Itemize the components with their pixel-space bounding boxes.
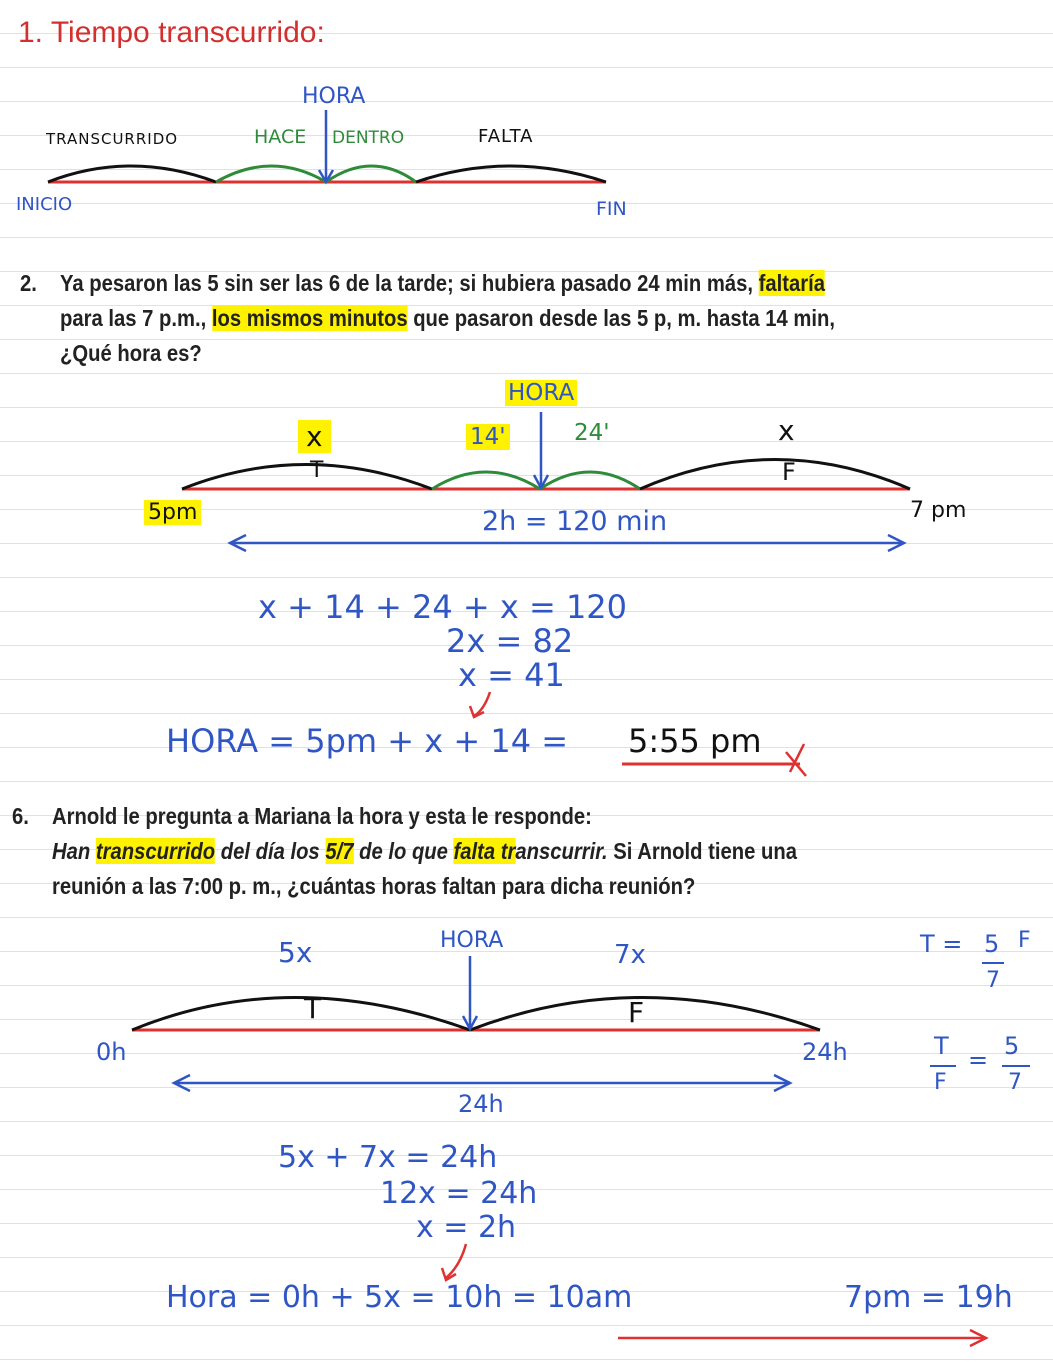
hora-label-2: HORA xyxy=(505,380,577,406)
relation-2-num-right: 5 xyxy=(1004,1032,1020,1060)
label-transcurrido: TRANSCURRIDO xyxy=(46,130,179,148)
problem-6-line2: Han transcurrido del día los 5/7 de lo que falta transcurrir. Si Arnold tiene una xyxy=(52,838,797,864)
answer-6: Hora = 0h + 5x = 10h = 10am xyxy=(166,1280,633,1315)
label-7x: 7x xyxy=(614,940,646,970)
label-f-2: F xyxy=(782,458,796,486)
relation-1-f: F xyxy=(1018,928,1031,953)
label-24: 24' xyxy=(574,420,610,446)
arc-x-right xyxy=(640,460,910,490)
relation-2-num-left: T xyxy=(934,1032,949,1060)
problem-2-line3: ¿Qué hora es? xyxy=(60,340,202,366)
problem-6-line1: Arnold le pregunta a Mariana la hora y esta le responde: xyxy=(52,803,592,829)
problem-6-number: 6. xyxy=(12,803,29,829)
label-dentro: DENTRO xyxy=(332,128,405,148)
problem-2-number: 2. xyxy=(20,270,37,296)
pm-conversion: 7pm = 19h xyxy=(844,1280,1013,1315)
label-x-right: x xyxy=(778,414,795,447)
problem-2-line1: Ya pesaron las 5 sin ser las 6 de la tarde; si hubiera pasado 24 min más, faltaría xyxy=(60,270,825,296)
label-5x: 5x xyxy=(278,936,313,969)
arc-hace xyxy=(216,166,326,182)
relation-2-den-right: 7 xyxy=(1008,1070,1022,1095)
equation-2-1: x + 14 + 24 + x = 120 xyxy=(258,588,628,626)
label-span-3: 24h xyxy=(458,1090,504,1118)
problem-6-line3: reunión a las 7:00 p. m., ¿cuántas horas faltan para dicha reunión? xyxy=(52,873,696,899)
relation-2-den-left: F xyxy=(934,1070,947,1095)
equation-6-2: 12x = 24h xyxy=(380,1176,538,1211)
answer-2-value: 5:55 pm xyxy=(628,722,762,760)
hora-label-3: HORA xyxy=(440,928,504,953)
relation-1-lhs: T = xyxy=(920,930,963,958)
highlight-5-7: 5/7 xyxy=(325,838,354,864)
label-hace: HACE xyxy=(254,126,307,148)
label-7pm: 7 pm xyxy=(910,498,967,523)
problem-2-line2: para las 7 p.m., los mismos minutos que pasaron desde las 5 p, m. hasta 14 min, xyxy=(60,305,836,331)
relation-1-num: 5 xyxy=(984,930,1000,958)
label-t-3: T xyxy=(304,992,322,1025)
highlight-transcurrido: transcurrido xyxy=(95,838,216,864)
arc-falta xyxy=(416,166,606,182)
label-fin: FIN xyxy=(596,198,627,220)
label-inicio: INICIO xyxy=(16,194,73,215)
label-x-left: x xyxy=(298,420,331,453)
section-title: 1. Tiempo transcurrido: xyxy=(18,16,325,49)
arc-24 xyxy=(540,472,640,489)
highlight-mismos-minutos: los mismos minutos xyxy=(211,305,408,331)
answer-2-lhs: HORA = 5pm + x + 14 = xyxy=(166,722,569,760)
arc-14 xyxy=(432,472,540,489)
label-14: 14' xyxy=(466,424,510,450)
label-24h: 24h xyxy=(802,1038,848,1066)
highlight-falta: falta tr xyxy=(453,838,516,864)
equation-2-3: x = 41 xyxy=(458,656,565,694)
hora-label-1: HORA xyxy=(302,84,366,109)
red-pointer-2 xyxy=(446,1244,466,1278)
equation-6-3: x = 2h xyxy=(416,1210,517,1245)
label-t-2: T xyxy=(310,458,324,483)
arc-7x xyxy=(470,998,820,1031)
relation-2-eq: = xyxy=(968,1046,989,1074)
arc-x-left xyxy=(182,465,432,490)
equation-2-2: 2x = 82 xyxy=(446,622,574,660)
relation-1-den: 7 xyxy=(986,968,1000,993)
arc-transcurrido xyxy=(48,166,216,182)
highlight-faltaria: faltaría xyxy=(758,270,825,296)
arc-5x xyxy=(132,998,470,1031)
label-0h: 0h xyxy=(96,1038,127,1066)
arc-dentro xyxy=(326,166,416,182)
label-5pm: 5pm xyxy=(144,500,201,525)
label-falta: FALTA xyxy=(478,126,534,147)
label-span-2: 2h = 120 min xyxy=(482,506,668,537)
equation-6-1: 5x + 7x = 24h xyxy=(278,1140,498,1175)
label-f-3: F xyxy=(628,996,645,1029)
